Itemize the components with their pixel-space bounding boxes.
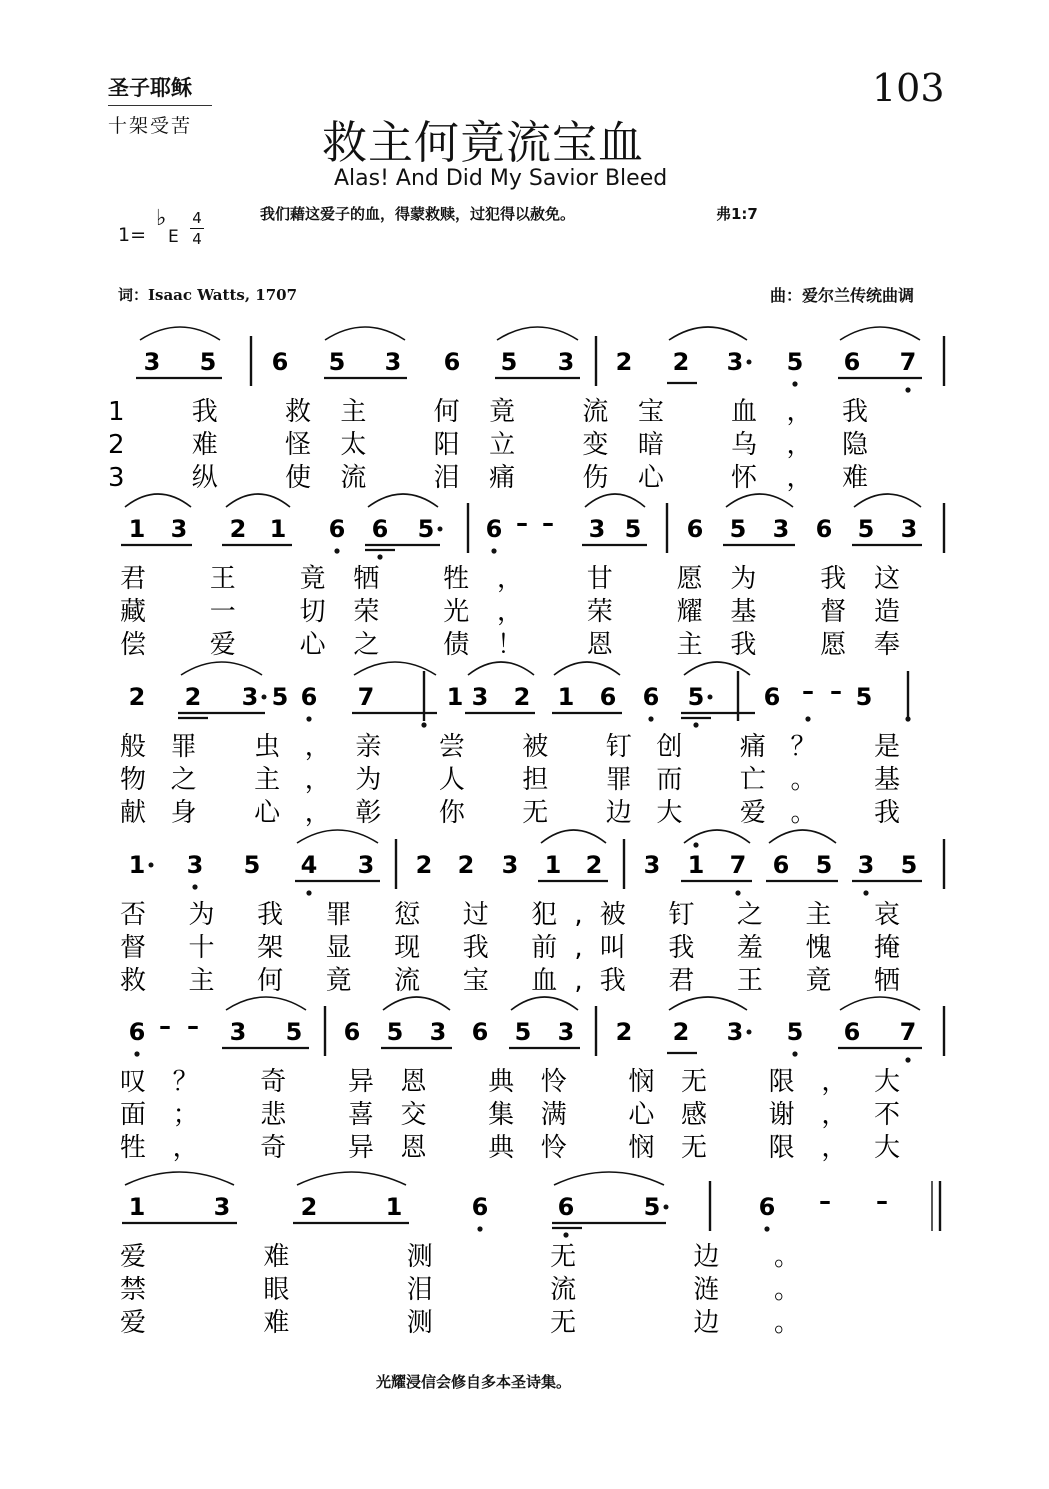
lyric-line-verse-3: 牲， 奇 异恩 典怜 悯无 限，大 bbox=[120, 1133, 900, 1163]
lyric-line-verse-2: 2 难 怪太 阳立 变暗 乌，隐 bbox=[108, 430, 868, 460]
note: 5 bbox=[687, 683, 705, 711]
lyric-line-verse-2: 面； 悲 喜交 集满 心感 谢，不 bbox=[120, 1100, 900, 1130]
octave-dot-below bbox=[648, 716, 653, 721]
lyric-line-verse-1: 否 为 我 罪 愆 过 犯,被 钉 之 主 哀 bbox=[120, 900, 900, 930]
note: 6 bbox=[471, 1193, 489, 1221]
note: 5 bbox=[624, 515, 642, 543]
note: 2 bbox=[615, 1018, 633, 1046]
note: 1 bbox=[446, 683, 464, 711]
note: 3 bbox=[357, 851, 375, 879]
slur bbox=[383, 997, 450, 1010]
slur bbox=[554, 1172, 664, 1185]
note: 6 bbox=[843, 1018, 861, 1046]
lyric-line-verse-3: 3 纵 使流 泪痛 伤心 怀，难 bbox=[108, 463, 868, 493]
note: 5 bbox=[855, 683, 873, 711]
scripture-reference: 弗1:7 bbox=[716, 205, 758, 223]
note: 2 bbox=[457, 851, 475, 879]
note: 3 bbox=[643, 851, 661, 879]
note: 3 bbox=[384, 348, 402, 376]
note: 5 bbox=[514, 1018, 532, 1046]
note: 3 bbox=[900, 515, 918, 543]
octave-dot-below bbox=[792, 381, 797, 386]
lyric-line-verse-1: 1 我 救主 何竟 流宝 血，我 bbox=[108, 397, 868, 427]
augmentation-dot bbox=[708, 695, 713, 700]
octave-dot-below bbox=[306, 716, 311, 721]
note: 3 bbox=[557, 1018, 575, 1046]
note: 2 bbox=[184, 683, 202, 711]
sustain-dash: – bbox=[830, 677, 842, 705]
note: 1 bbox=[557, 683, 575, 711]
octave-dot-below bbox=[764, 1226, 769, 1231]
note: 6 bbox=[343, 1018, 361, 1046]
octave-dot-below bbox=[905, 387, 910, 392]
note: 7 bbox=[899, 348, 917, 376]
slur bbox=[726, 494, 793, 507]
note: 6 bbox=[642, 683, 660, 711]
note: 2 bbox=[615, 348, 633, 376]
note: 7 bbox=[899, 1018, 917, 1046]
lyric-line-verse-1: 爱 难 测 无 边。 bbox=[120, 1242, 801, 1272]
note: 6 bbox=[599, 683, 617, 711]
note: 6 bbox=[485, 515, 503, 543]
note: 3 bbox=[726, 348, 744, 376]
octave-dot-below bbox=[563, 1232, 568, 1237]
lyric-line-verse-2: 藏 一 切荣 光， 荣 耀基 督造 bbox=[120, 597, 900, 627]
note: 6 bbox=[686, 515, 704, 543]
octave-dot-below bbox=[477, 1226, 482, 1231]
note: 3 bbox=[213, 1193, 231, 1221]
octave-dot-below bbox=[306, 890, 311, 895]
note: 6 bbox=[371, 515, 389, 543]
slur bbox=[297, 1172, 406, 1185]
slur bbox=[769, 830, 836, 843]
note: 5 bbox=[199, 348, 217, 376]
slur bbox=[684, 830, 750, 843]
note: 3 bbox=[471, 683, 489, 711]
slur bbox=[140, 327, 220, 340]
scripture-text: 我们藉这爱子的血，得蒙救赎，过犯得以赦免。 bbox=[260, 205, 576, 223]
note: 5 bbox=[285, 1018, 303, 1046]
lyric-line-verse-2: 督 十 架 显 现 我 前,叫 我 羞 愧 掩 bbox=[120, 933, 900, 963]
slur bbox=[684, 662, 750, 675]
sustain-dash: – bbox=[516, 509, 528, 537]
note: 3 bbox=[772, 515, 790, 543]
octave-dot-below bbox=[334, 548, 339, 553]
lyric-line-verse-1: 君 王 竟牺 牲， 甘 愿为 我这 bbox=[120, 564, 900, 594]
slur bbox=[669, 997, 747, 1010]
note: 1 bbox=[269, 515, 287, 543]
octave-dot-below bbox=[377, 554, 382, 559]
slur bbox=[368, 494, 438, 507]
sustain-dash: – bbox=[159, 1012, 171, 1040]
note: 5 bbox=[386, 1018, 404, 1046]
note: 5 bbox=[500, 348, 518, 376]
note: 6 bbox=[557, 1193, 575, 1221]
octave-dot-below bbox=[192, 884, 197, 889]
note: 6 bbox=[443, 348, 461, 376]
note: 6 bbox=[772, 851, 790, 879]
note: 3 bbox=[170, 515, 188, 543]
octave-dot-below bbox=[491, 548, 496, 553]
note: 1 bbox=[544, 851, 562, 879]
time-top: 4 bbox=[192, 209, 202, 227]
note: 3 bbox=[229, 1018, 247, 1046]
note: 6 bbox=[128, 1018, 146, 1046]
note: 5 bbox=[328, 348, 346, 376]
sustain-dash: – bbox=[802, 677, 814, 705]
note: 1 bbox=[385, 1193, 403, 1221]
note: 3 bbox=[429, 1018, 447, 1046]
slur bbox=[585, 494, 645, 507]
augmentation-dot bbox=[747, 1030, 752, 1035]
category-line-2: 十架受苦 bbox=[108, 115, 193, 137]
note: 6 bbox=[300, 683, 318, 711]
note: 6 bbox=[815, 515, 833, 543]
note: 1 bbox=[128, 515, 146, 543]
title-english: Alas! And Did My Savior Bleed bbox=[334, 166, 668, 191]
slur bbox=[125, 1172, 234, 1185]
lyric-line-verse-3: 偿 爱 心之 债！ 恩 主我 愿奉 bbox=[120, 630, 900, 660]
augmentation-dot bbox=[262, 695, 267, 700]
note: 3 bbox=[501, 851, 519, 879]
lyric-line-verse-3: 救 主 何 竟 流 宝 血,我 君 王 竟 牺 bbox=[120, 966, 900, 996]
slur bbox=[297, 830, 378, 843]
lyric-line-verse-2: 物之 主，为 人 担 罪而 亡。 基 bbox=[120, 765, 900, 795]
note: 2 bbox=[415, 851, 433, 879]
octave-dot-below bbox=[805, 716, 810, 721]
note: 3 bbox=[726, 1018, 744, 1046]
note: 6 bbox=[471, 1018, 489, 1046]
note: 1 bbox=[687, 851, 705, 879]
slur bbox=[554, 662, 620, 675]
sustain-dash: – bbox=[187, 1012, 199, 1040]
note: 6 bbox=[763, 683, 781, 711]
hymn-number: 103 bbox=[872, 66, 945, 110]
category-line-1: 圣子耶稣 bbox=[108, 75, 192, 100]
note: 2 bbox=[229, 515, 247, 543]
note: 5 bbox=[857, 515, 875, 543]
note: 5 bbox=[243, 851, 261, 879]
note: 2 bbox=[128, 683, 146, 711]
note: 3 bbox=[143, 348, 161, 376]
slur bbox=[854, 494, 921, 507]
flat-symbol: ♭ bbox=[156, 206, 167, 231]
note: 2 bbox=[513, 683, 531, 711]
note: 7 bbox=[357, 683, 375, 711]
lyric-line-verse-3: 爱 难 测 无 边。 bbox=[120, 1308, 801, 1338]
slur bbox=[541, 830, 606, 843]
lyric-line-verse-1: 般罪 虫，亲 尝 被 钉创 痛？ 是 bbox=[120, 732, 900, 762]
slur bbox=[669, 327, 747, 340]
lyric-line-verse-2: 禁 眼 泪 流 涟。 bbox=[120, 1275, 801, 1305]
key-note: E bbox=[168, 227, 179, 247]
slur bbox=[840, 327, 920, 340]
time-bottom: 4 bbox=[192, 230, 202, 248]
lyric-line-verse-3: 献身 心，彰 你 无 边大 爱。 我 bbox=[120, 798, 900, 828]
note: 2 bbox=[672, 1018, 690, 1046]
note: 5 bbox=[786, 1018, 804, 1046]
augmentation-dot bbox=[438, 527, 443, 532]
note: 5 bbox=[643, 1193, 661, 1221]
note: 3 bbox=[857, 851, 875, 879]
note: 5 bbox=[271, 683, 289, 711]
slur bbox=[468, 662, 534, 675]
sustain-dash: – bbox=[542, 509, 554, 537]
note: 5 bbox=[417, 515, 435, 543]
slur bbox=[840, 997, 920, 1010]
note: 6 bbox=[271, 348, 289, 376]
octave-dot-below bbox=[905, 1057, 910, 1062]
augmentation-dot bbox=[747, 360, 752, 365]
title-chinese: 救主何竟流宝血 bbox=[322, 116, 645, 169]
octave-dot-below bbox=[421, 722, 426, 727]
slur bbox=[226, 997, 306, 1010]
key-prefix: 1= bbox=[118, 224, 147, 246]
lyric-line-verse-1: 叹？ 奇 异恩 典怜 悯无 限，大 bbox=[120, 1067, 900, 1097]
note: 6 bbox=[843, 348, 861, 376]
slur bbox=[125, 494, 191, 507]
note: 2 bbox=[585, 851, 603, 879]
slur bbox=[497, 327, 578, 340]
augmentation-dot bbox=[149, 863, 154, 868]
slur bbox=[181, 662, 262, 675]
composer-credit: 曲：爱尔兰传统曲调 bbox=[770, 286, 915, 305]
octave-dot-below bbox=[792, 1051, 797, 1056]
note: 2 bbox=[300, 1193, 318, 1221]
lyricist-credit: 词：Isaac Watts, 1707 bbox=[118, 286, 298, 304]
note: 3 bbox=[241, 683, 259, 711]
octave-dot-below bbox=[863, 890, 868, 895]
note: 6 bbox=[328, 515, 346, 543]
note: 7 bbox=[729, 851, 747, 879]
octave-dot-below bbox=[693, 722, 698, 727]
slur bbox=[226, 494, 290, 507]
note: 5 bbox=[900, 851, 918, 879]
octave-dot-below bbox=[735, 890, 740, 895]
sustain-dash: – bbox=[819, 1187, 831, 1215]
octave-dot-below bbox=[905, 716, 910, 721]
note: 3 bbox=[557, 348, 575, 376]
augmentation-dot bbox=[664, 1205, 669, 1210]
note: 2 bbox=[672, 348, 690, 376]
note: 5 bbox=[815, 851, 833, 879]
note: 5 bbox=[729, 515, 747, 543]
octave-dot-below bbox=[134, 1051, 139, 1056]
slur bbox=[325, 327, 405, 340]
octave-dot-above bbox=[693, 842, 698, 847]
note: 5 bbox=[786, 348, 804, 376]
note: 3 bbox=[186, 851, 204, 879]
note: 3 bbox=[588, 515, 606, 543]
footer-note: 光耀浸信会修自多本圣诗集。 bbox=[376, 1373, 572, 1391]
note: 4 bbox=[300, 851, 318, 879]
note: 1 bbox=[128, 851, 146, 879]
note: 6 bbox=[758, 1193, 776, 1221]
sustain-dash: – bbox=[876, 1187, 888, 1215]
slur bbox=[511, 997, 578, 1010]
note: 1 bbox=[128, 1193, 146, 1221]
